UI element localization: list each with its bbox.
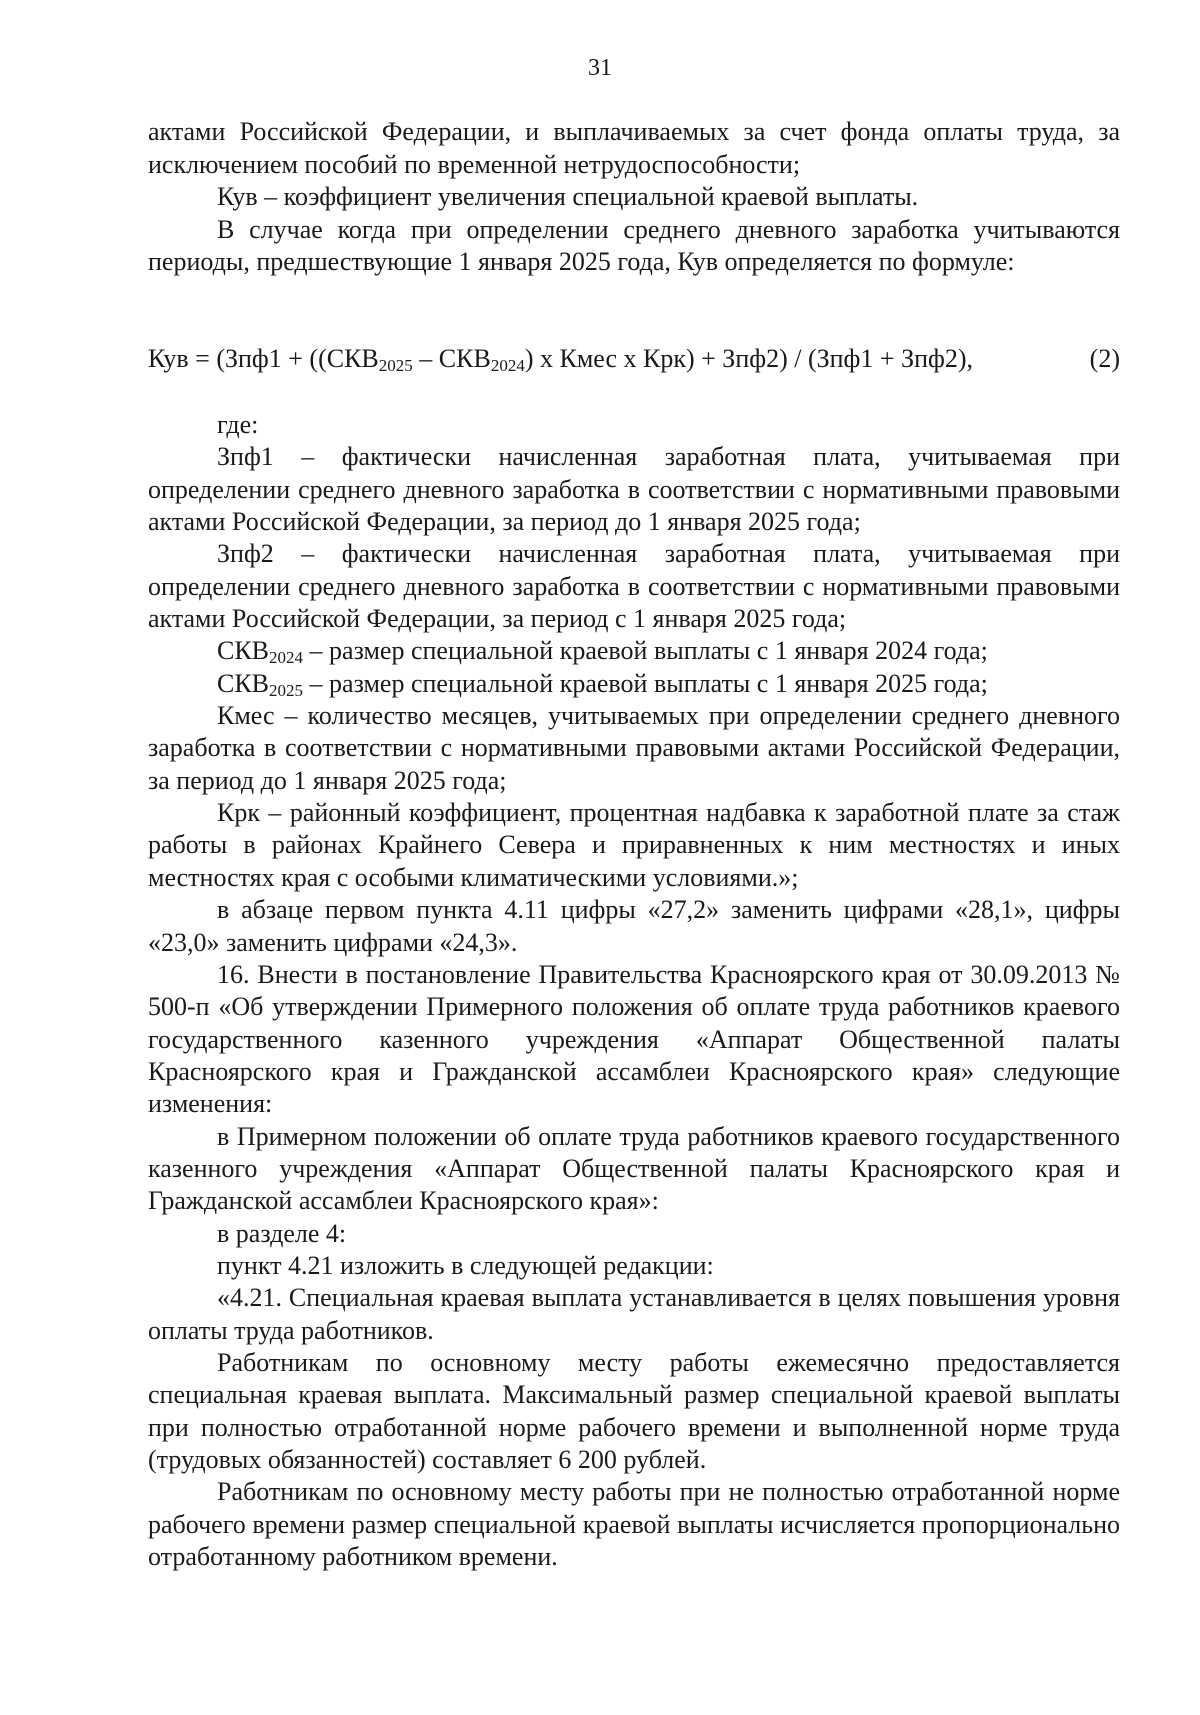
paragraph-proportional-payment: Работникам по основному месту работы при не полностью отработанной норме рабочего времени размер специальной краевой выплаты исчисляется пропорционально отработанному работником времени.: [148, 1477, 1120, 1572]
definition-skv2025: [148, 668, 1120, 700]
paragraph-formula-intro: В случае когда при определении среднего дневного заработка учитываются периоды, предшествующие 1 января 2025 года, Кув определяется по формуле:: [148, 214, 1120, 277]
definition-krk: Крк – районный коэффициент, процентная надбавка к заработной плате за стаж работы в районах Крайнего Севера и приравненных к ним местностях и иных местностях края с особыми климатическими условиями.»;: [148, 798, 1120, 892]
formula-part: – СКВ: [412, 344, 491, 373]
formula-subscript: 2025: [378, 356, 413, 375]
point-4-21-text: «4.21. Специальная краевая выплата устанавливается в целях повышения уровня оплаты труда работников.: [148, 1283, 1120, 1345]
definition-skv2024: [148, 635, 1120, 667]
paragraph-continuation: актами Российской Федерации, и выплачиваемых за счет фонда оплаты труда, за исключением пособий по временной нетрудоспособности;: [148, 117, 1120, 179]
formula-expression: [148, 343, 973, 375]
formula-part: ) х Кмес х Крк) + Зпф2) / (Зпф1 + Зпф2),: [524, 344, 974, 373]
formula-number: (2): [1089, 344, 1120, 373]
intro-text-block: [148, 116, 1120, 279]
definition-zpf1: Зпф1 – фактически начисленная заработная плата, учитываемая при определении среднего дневного заработка в соответствии с нормативными правовыми актами Российской Федерации, за период до 1 января 2025 года;: [148, 442, 1120, 537]
formula-part: Кув = (Зпф1 + ((СКВ: [148, 344, 379, 373]
definitions-and-amendments: [148, 409, 1120, 1573]
definition-kmes: Кмес – количество месяцев, учитываемых при определении среднего дневного заработка в соответствии с нормативными правовыми актами Российской Федерации, за период до 1 января 2025 года;: [148, 701, 1120, 795]
paragraph-max-payment: Работникам по основному месту работы ежемесячно предоставляется специальная краевая выплата. Максимальный размер специальной краевой выплаты при полностью отработанной норме рабочего времени и выполненной норме труда (трудовых обязанностей) составляет 6 200 рублей.: [148, 1347, 1120, 1474]
formula-subscript: 2024: [490, 356, 525, 375]
where-label: где:: [217, 410, 259, 439]
amendment-4-11: в абзаце первом пункта 4.11 цифры «27,2» заменить цифрами «28,1», цифры «23,0» заменить цифрами «24,3».: [148, 895, 1120, 957]
term-subscript: 2025: [269, 680, 304, 700]
term-description: – размер специальной краевой выплаты с 1 января 2025 года;: [303, 668, 988, 698]
paragraph-kuv-definition: Кув – коэффициент увеличения специальной краевой выплаты.: [217, 182, 919, 212]
amendment-regulation: в Примерном положении об оплате труда работников краевого государственного казенного учреждения «Аппарат Общественной палаты Красноярского края и Гражданской ассамблеи Красноярского края»:: [148, 1121, 1120, 1216]
term-description: – размер специальной краевой выплаты с 1 января 2024 года;: [303, 636, 988, 666]
page-number: 31: [588, 55, 612, 81]
item-16: 16. Внести в постановление Правительства Красноярского края от 30.09.2013 № 500-п «Об утверждении Примерного положения об оплате труда работников краевого государственного казенного учреждения «Аппарат Общественной палаты Красноярского края и Гражданской ассамблеи Красноярского края» следующие изменения:: [148, 959, 1120, 1119]
amendment-section-4: в разделе 4:: [217, 1218, 347, 1248]
amendment-point-4-21: пункт 4.21 изложить в следующей редакции:: [217, 1250, 714, 1280]
definition-zpf2: Зпф2 – фактически начисленная заработная плата, учитываемая при определении среднего дневного заработка в соответствии с нормативными правовыми актами Российской Федерации, за период с 1 января 2025 года;: [148, 539, 1120, 634]
term: СКВ: [217, 668, 270, 698]
term: СКВ: [217, 636, 270, 666]
term-subscript: 2024: [269, 648, 304, 668]
formula-line: [148, 343, 1120, 375]
